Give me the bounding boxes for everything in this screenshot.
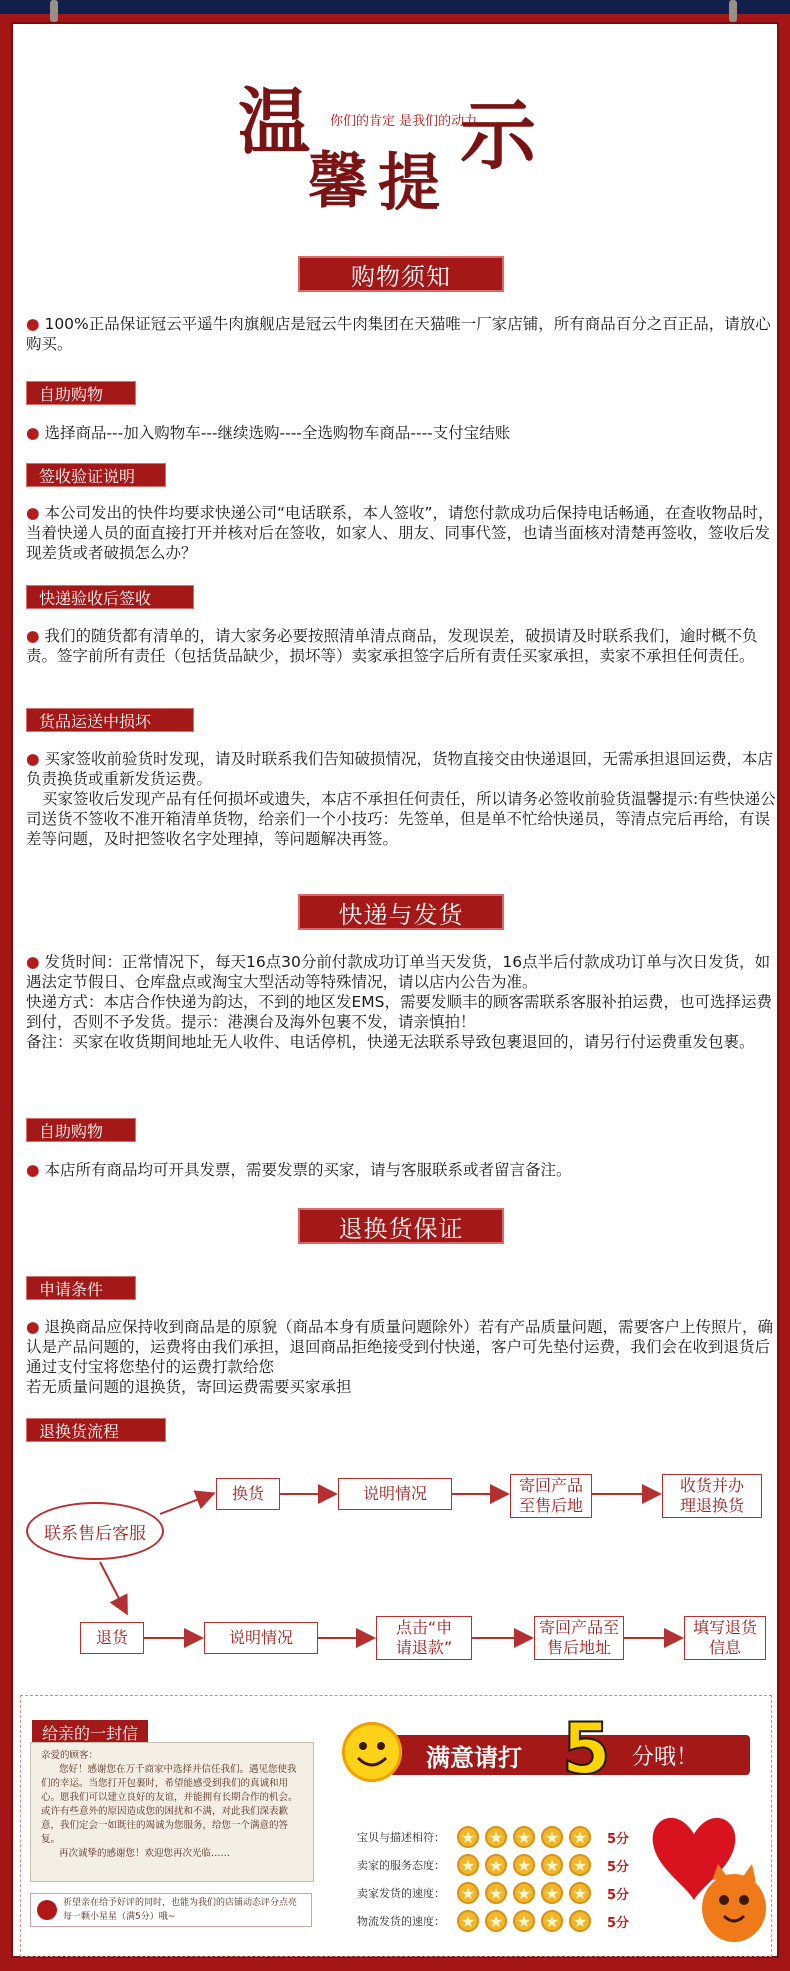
self-shopping-text: 选择商品---加入购物车---继续选购----全选购物车商品----支付宝结账 xyxy=(44,424,511,442)
letter-body-2: 再次诚挚的感谢您！欢迎您再次光临…… xyxy=(59,1848,231,1859)
badge-icon xyxy=(37,1900,57,1920)
flow-row1-step3: 寄回产品 至售后地 xyxy=(510,1474,592,1518)
conditions-text-1: 退换商品应保持收到商品是的原貌（商品本身有质量问题除外）若有产品质量问题，需要客户上传照片，确认是产品问题的，运费将由我们承担，退回商品拒绝接受到付快递，客户可先垫付运费，我们会在收到退货后通过支付宝将您垫付的运费打款给您 xyxy=(26,1318,773,1376)
shipping-note-text: 备注：买家在收货期间地址无人收件、电话停机，快递无法联系导致包裹退回的，请另行付运费重发包裹。 xyxy=(26,1033,755,1051)
rating-row xyxy=(357,1826,629,1848)
star-icon: ★ xyxy=(541,1854,563,1876)
star-rating xyxy=(457,1882,597,1904)
banner-express-delivery: 快递与发货 xyxy=(298,894,504,930)
bullet-icon: ● xyxy=(26,750,45,768)
flow-row2-step2: 说明情况 xyxy=(204,1622,318,1654)
letter-note-text: 祈望亲在给予好评的同时，也能为我们的店铺动态评分点亮每一颗小星星（满5分）哦~ xyxy=(63,1898,298,1922)
bullet-icon: ● xyxy=(26,1318,45,1336)
tag-damage: 货品运送中损坏 xyxy=(26,708,194,732)
flow-row2-step5: 填写退货 信息 xyxy=(684,1616,766,1660)
tag-sign-verify: 签收验证说明 xyxy=(26,463,166,487)
rating-score: 5分 xyxy=(607,1831,630,1847)
flow-row1-step1: 换货 xyxy=(216,1478,280,1510)
rating-label: 卖家发货的速度： xyxy=(357,1887,445,1900)
tag-invoice: 自助购物 xyxy=(26,1118,136,1142)
title-char-4: 示 xyxy=(460,91,536,180)
star-icon: ★ xyxy=(541,1826,563,1848)
bullet-icon: ● xyxy=(26,1161,45,1179)
title-char-3: 提 xyxy=(378,146,441,219)
bullet-icon: ● xyxy=(26,953,45,971)
letter-body-1: 您好！感谢您在万千商家中选择并信任我们。遇见您使我们的幸运。当您打开包裹时，希望能感受到我们的真诚和用心。愿我们可以建立良好的友谊，并能拥有长期合作的机会。或许有些意外的原因造成您的困扰和不满，对此我们深表歉意，我们定会一如既往的竭诚为您服务，给您一个满意的答复。 xyxy=(41,1764,298,1845)
flow-row2-step3: 点击“申 请退款” xyxy=(376,1616,472,1660)
rating-row xyxy=(357,1910,629,1932)
star-icon: ★ xyxy=(513,1826,535,1848)
star-rating xyxy=(457,1910,597,1932)
rating-label: 物流发货的速度： xyxy=(357,1915,445,1928)
heart-mascot-icon xyxy=(646,1804,776,1954)
star-icon: ★ xyxy=(569,1910,591,1932)
tag-letter: 给亲的一封信 xyxy=(32,1720,148,1744)
slogan: 你们的肯定 是我们的动力 xyxy=(330,114,478,129)
rating-score: 5分 xyxy=(607,1887,630,1903)
bullet-icon: ● xyxy=(26,504,45,522)
star-icon: ★ xyxy=(457,1882,479,1904)
rating-label: 宝贝与描述相符： xyxy=(357,1831,445,1844)
star-icon: ★ xyxy=(513,1910,535,1932)
invoice-text: 本店所有商品均可开具发票，需要发票的买家，请与客服联系或者留言备注。 xyxy=(44,1161,572,1179)
after-sign-text: 我们的随货都有清单的，请大家务必要按照清单清点商品，发现误差，破损请及时联系我们，逾时概不负责。签字前所有责任（包括货品缺少，损坏等）卖家承担签字后所有责任买家承担，卖家不承担任何责任。 xyxy=(26,627,758,665)
rating-row xyxy=(357,1854,629,1876)
bullet-icon: ● xyxy=(26,315,45,333)
letter-body xyxy=(30,1742,314,1882)
letter-note xyxy=(30,1893,312,1927)
star-rating xyxy=(457,1854,597,1876)
rating-banner-left: 满意请打 xyxy=(426,1743,522,1772)
star-icon: ★ xyxy=(569,1882,591,1904)
star-icon: ★ xyxy=(485,1854,507,1876)
star-icon: ★ xyxy=(513,1854,535,1876)
star-rating xyxy=(457,1826,597,1848)
tag-after-sign: 快递验收后签收 xyxy=(26,585,194,609)
flow-contact-service: 联系售后客服 xyxy=(26,1502,164,1560)
tag-conditions: 申请条件 xyxy=(26,1276,136,1300)
banner-shopping-notice: 购物须知 xyxy=(298,256,504,292)
shipping-method-text: 快递方式：本店合作快递为韵达，不到的地区发EMS，需要发顺丰的顾客需联系客服补拍运费，也可选择运费到付，否则不予发货。提示：港澳台及海外包裹不发，请亲慎拍！ xyxy=(26,993,773,1031)
flow-row2-step4: 寄回产品至 售后地址 xyxy=(534,1616,624,1660)
rating-score: 5分 xyxy=(607,1915,630,1931)
banner-return-guarantee: 退换货保证 xyxy=(298,1208,504,1244)
bullet-icon: ● xyxy=(26,424,45,442)
letter-greeting: 亲爱的顾客： xyxy=(41,1750,99,1761)
star-icon: ★ xyxy=(457,1910,479,1932)
tag-self-shopping: 自助购物 xyxy=(26,381,136,405)
star-icon: ★ xyxy=(541,1882,563,1904)
rating-banner-right: 分哦！ xyxy=(632,1745,699,1770)
shipping-time-text: 发货时间：正常情况下，每天16点30分前付款成功订单当天发货，16点半后付款成功订单与次日发货，如遇法定节假日、仓库盘点或淘宝大型活动等特殊情况，请以店内公告为准。 xyxy=(26,953,771,991)
bullet-icon: ● xyxy=(26,627,45,645)
star-icon: ★ xyxy=(457,1854,479,1876)
star-icon: ★ xyxy=(485,1826,507,1848)
conditions-text-2: 若无质量问题的退换货，寄回运费需要买家承担 xyxy=(26,1378,352,1396)
rating-label: 卖家的服务态度： xyxy=(357,1859,445,1872)
title-char-1: 温 xyxy=(238,79,311,164)
star-icon: ★ xyxy=(457,1826,479,1848)
star-icon: ★ xyxy=(513,1882,535,1904)
rating-score: 5分 xyxy=(607,1859,630,1875)
intro-text: 100%正品保证冠云平遥牛肉旗舰店是冠云牛肉集团在天猫唯一厂家店铺，所有商品百分之百正品，请放心购买。 xyxy=(26,315,771,353)
star-icon: ★ xyxy=(485,1910,507,1932)
star-icon: ★ xyxy=(569,1854,591,1876)
title-char-2: 馨 xyxy=(308,147,368,217)
rating-row xyxy=(357,1882,629,1904)
star-icon: ★ xyxy=(485,1882,507,1904)
damage-text-2: 买家签收后发现产品有任何损坏或遗失，本店不承担任何责任，所以请务必签收前验货温馨提示:有些快递公司送货不签收不准开箱清单货物，给亲们一个小技巧：先签单，但是单不忙给快递员，等清点完后再给，有误差等问题，及时把签收名字处理掉，等问题解决再签。 xyxy=(26,790,776,848)
smiley-icon xyxy=(342,1722,402,1782)
flow-row1-step4: 收货并办 理退换货 xyxy=(662,1474,762,1518)
tag-process: 退换货流程 xyxy=(26,1418,166,1442)
damage-text-1: 买家签收前验货时发现，请及时联系我们告知破损情况，货物直接交由快递退回，无需承担退回运费，本店负责换货或重新发货运费。 xyxy=(26,750,773,788)
sign-verify-text: 本公司发出的快件均要求快递公司“电话联系，本人签收”，请您付款成功后保持电话畅通，在查收物品时，当着快递人员的面直接打开并核对后在签收，如家人、朋友、同事代签，也请当面核对清楚再签收，签收后发现差货或者破损怎么办？ xyxy=(26,504,774,562)
rating-number: 5 xyxy=(562,1708,611,1790)
flow-row1-step2: 说明情况 xyxy=(338,1478,452,1510)
star-icon: ★ xyxy=(541,1910,563,1932)
flow-row2-step1: 退货 xyxy=(80,1622,144,1654)
star-icon: ★ xyxy=(569,1826,591,1848)
